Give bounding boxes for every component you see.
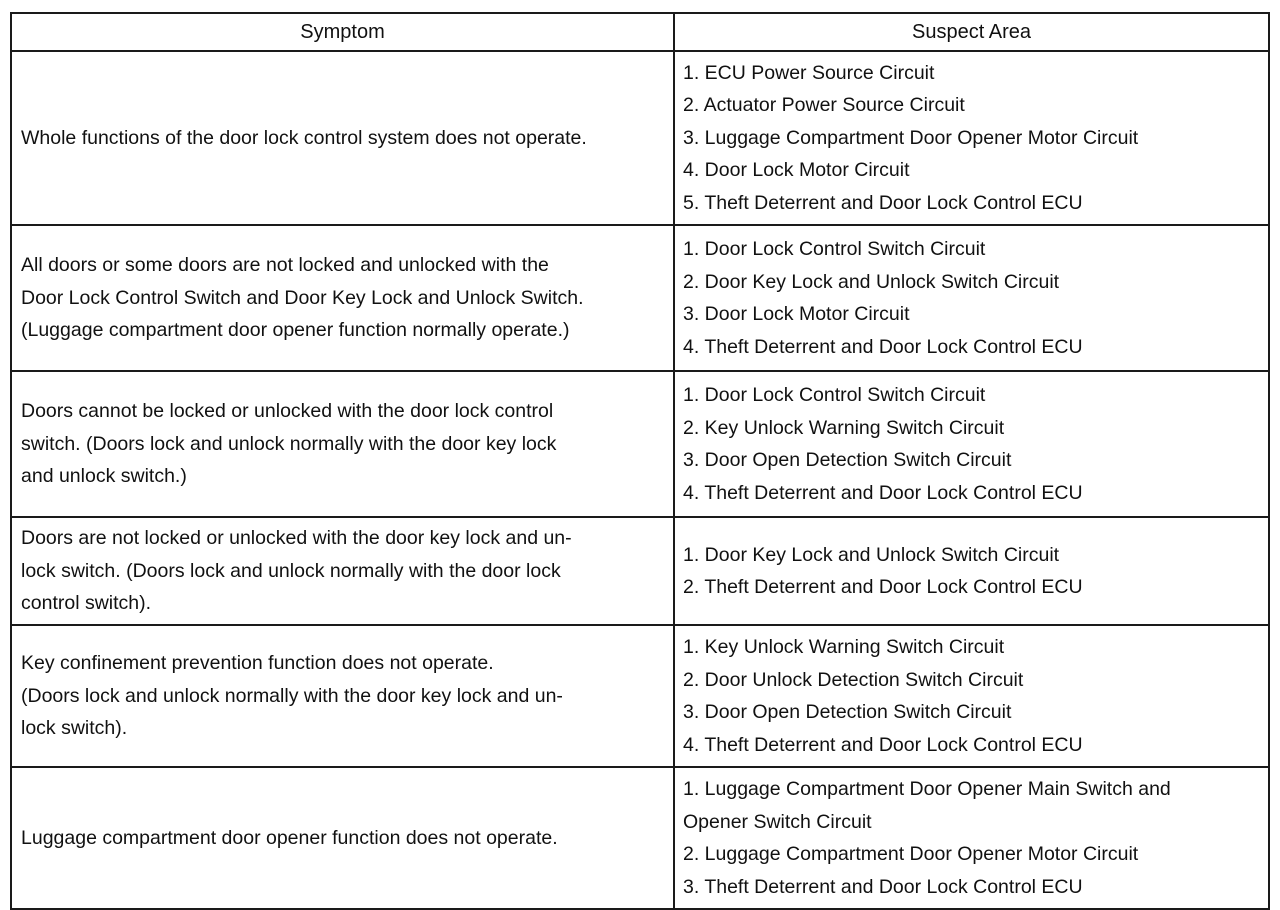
suspect-item: 4. Door Lock Motor Circuit [683,159,910,182]
suspect-item: 3. Door Open Detection Switch Circuit [683,449,1012,471]
symptom-line: switch. (Doors lock and unlock normally with the door key lock [21,432,557,455]
symptom-cell [11,767,674,909]
table-row [11,517,1269,625]
symptom-line: Whole functions of the door lock control system does not operate. [21,126,587,149]
suspect-area-cell [674,51,1269,225]
suspect-item: 2. Luggage Compartment Door Opener Motor Circuit [683,843,1139,865]
symptom-line: (Luggage compartment door opener function normally operate.) [21,319,570,342]
symptom-line: Key confinement prevention function does not operate. [21,652,494,675]
symptom-line: Door Lock Control Switch and Door Key Lock and Unlock Switch. [21,286,584,309]
symptom-line: control switch). [21,592,152,615]
symptom-cell [11,625,674,767]
suspect-item: 2. Door Unlock Detection Switch Circuit [683,668,1024,691]
symptom-cell [11,51,674,225]
suspect-area-cell [674,517,1269,625]
symptom-cell [11,517,674,625]
table-row [11,767,1269,909]
suspect-item: 1. Door Key Lock and Unlock Switch Circuit [683,543,1060,566]
symptom-cell [11,371,674,517]
suspect-item: Opener Switch Circuit [683,810,872,833]
suspect-item: 1. ECU Power Source Circuit [683,61,935,84]
suspect-item: 2. Theft Deterrent and Door Lock Control ECU [683,576,1083,598]
suspect-item: 4. Theft Deterrent and Door Lock Control ECU [683,335,1083,358]
symptom-line: and unlock switch.) [21,465,187,488]
suspect-item: 3. Luggage Compartment Door Opener Motor Circuit [683,126,1139,149]
symptom-line: lock switch). [21,717,128,740]
suspect-item: 3. Theft Deterrent and Door Lock Control ECU [683,875,1083,898]
suspect-item: 2. Key Unlock Warning Switch Circuit [683,416,1005,439]
suspect-item: 3. Door Open Detection Switch Circuit [683,701,1012,723]
suspect-item: 2. Door Key Lock and Unlock Switch Circuit [683,270,1060,293]
symptom-line: lock switch. (Doors lock and unlock normally with the door lock [21,559,561,582]
suspect-item: 1. Door Lock Control Switch Circuit [683,384,986,406]
suspect-area-cell [674,371,1269,517]
suspect-item: 4. Theft Deterrent and Door Lock Control ECU [683,733,1083,756]
symptom-cell [11,225,674,371]
suspect-area-cell [674,625,1269,767]
symptom-line: Doors cannot be locked or unlocked with the door lock control [21,400,554,423]
symptom-table [10,12,1270,910]
symptom-line: Luggage compartment door opener function does not operate. [21,826,558,849]
suspect-item: 1. Key Unlock Warning Switch Circuit [683,636,1005,658]
suspect-area-cell [674,225,1269,371]
suspect-item: 5. Theft Deterrent and Door Lock Control ECU [683,191,1083,214]
header-suspect-area: Suspect Area [674,13,1269,51]
suspect-area-cell [674,767,1269,909]
suspect-item: 4. Theft Deterrent and Door Lock Control ECU [683,481,1083,504]
table-row [11,225,1269,371]
suspect-item: 2. Actuator Power Source Circuit [683,94,965,117]
symptom-line: All doors or some doors are not locked and unlocked with the [21,254,549,277]
troubleshooting-sheet [10,12,1270,910]
suspect-item: 3. Door Lock Motor Circuit [683,303,910,325]
symptom-line: Doors are not locked or unlocked with the door key lock and un- [21,527,572,550]
table-row [11,371,1269,517]
header-symptom: Symptom [11,13,674,51]
symptom-line: (Doors lock and unlock normally with the door key lock and un- [21,684,563,707]
table-row [11,625,1269,767]
header-row [11,13,1269,51]
suspect-item: 1. Door Lock Control Switch Circuit [683,238,986,260]
table-row [11,51,1269,225]
suspect-item: 1. Luggage Compartment Door Opener Main Switch and [683,778,1171,800]
